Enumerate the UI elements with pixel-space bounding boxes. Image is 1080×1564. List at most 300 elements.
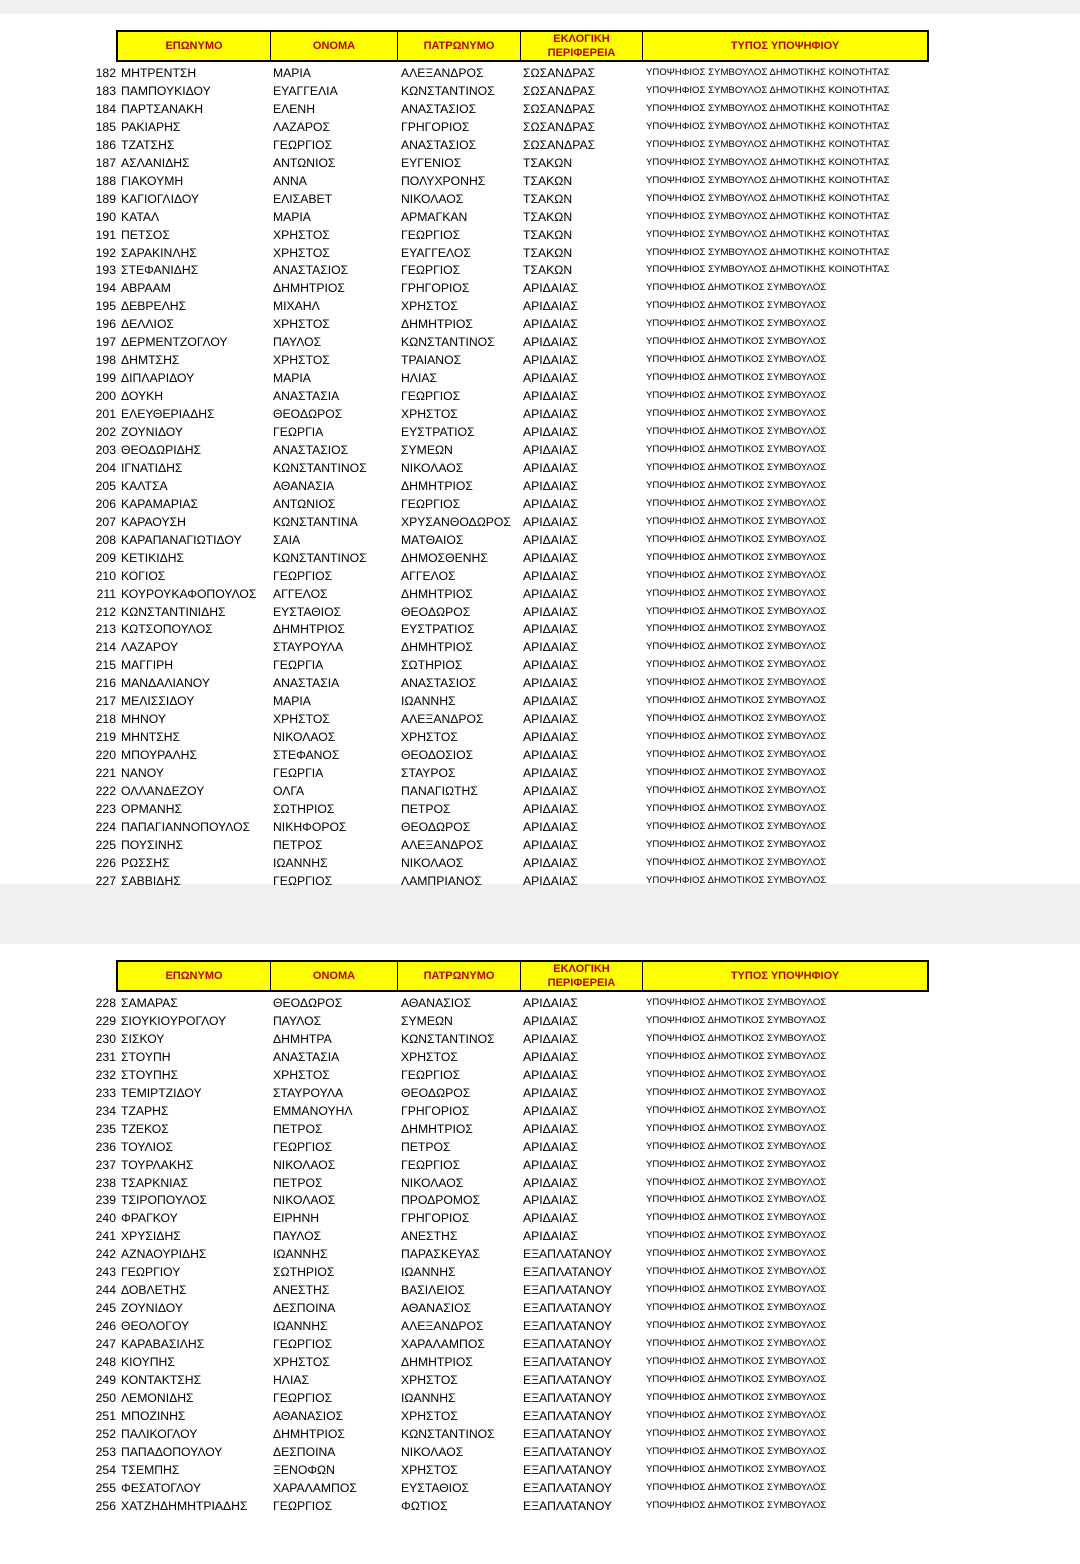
table-row	[0, 244, 1080, 262]
surname-cell: ΔΗΜΤΣΗΣ	[121, 353, 180, 368]
candidate-type-cell: ΥΠΟΨΗΦΙΟΣ ΔΗΜΟΤΙΚΟΣ ΣΥΜΒΟΥΛΟΣ	[646, 1356, 827, 1367]
candidate-type-cell: ΥΠΟΨΗΦΙΟΣ ΔΗΜΟΤΙΚΟΣ ΣΥΜΒΟΥΛΟΣ	[646, 820, 827, 832]
surname-cell: ΣΑΜΑΡΑΣ	[121, 996, 178, 1010]
surname-cell: ΓΕΩΡΓΙΟΥ	[121, 1265, 181, 1280]
row-number: 233	[95, 1085, 116, 1100]
surname-cell: ΚΑΡΑΟΥΣΗ	[121, 514, 186, 529]
table-row	[0, 1353, 1080, 1371]
surname-cell: ΣΤΟΥΠΗ	[121, 1049, 171, 1064]
row-number: 224	[95, 819, 116, 834]
name-cell: ΑΝΑΣΤΑΣΙΑ	[273, 389, 340, 404]
surname-cell: ΖΟΥΝΙΔΟΥ	[121, 425, 183, 439]
patronymic-cell: ΧΡΗΣΤΟΣ	[401, 730, 458, 745]
row-number: 235	[95, 1121, 116, 1136]
row-number: 218	[95, 712, 116, 727]
candidate-type-cell: ΥΠΟΨΗΦΙΟΣ ΣΥΜΒΟΥΛΟΣ ΔΗΜΟΤΙΚΗΣ ΚΟΙΝΟΤΗΤΑΣ	[646, 102, 890, 114]
patronymic-cell: ΓΕΩΡΓΙΟΣ	[401, 227, 461, 242]
name-cell: ΧΑΡΑΛΑΜΠΟΣ	[273, 1480, 357, 1495]
candidate-type-cell: ΥΠΟΨΗΦΙΟΣ ΔΗΜΟΤΙΚΟΣ ΣΥΜΒΟΥΛΟΣ	[646, 1032, 827, 1044]
candidate-type-cell: ΥΠΟΨΗΦΙΟΣ ΔΗΜΟΤΙΚΟΣ ΣΥΜΒΟΥΛΟΣ	[646, 605, 827, 617]
region-cell: ΑΡΙΔΑΙΑΣ	[523, 1175, 578, 1190]
candidate-type-cell: ΥΠΟΨΗΦΙΟΣ ΔΗΜΟΤΙΚΟΣ ΣΥΜΒΟΥΛΟΣ	[646, 300, 827, 312]
patronymic-cell: ΣΩΤΗΡΙΟΣ	[401, 658, 463, 673]
table-row	[0, 136, 1080, 154]
surname-cell: ΚΟΓΙΟΣ	[121, 568, 166, 583]
name-cell: ΚΩΝΣΤΑΝΤΙΝΑ	[273, 514, 358, 529]
name-cell: ΕΛΕΝΗ	[273, 101, 316, 116]
row-number: 207	[95, 514, 116, 529]
surname-cell: ΠΑΠΑΔΟΠΟΥΛΟΥ	[121, 1444, 223, 1459]
region-cell: ΑΡΙΔΑΙΑΣ	[523, 1193, 578, 1208]
row-number: 219	[95, 730, 116, 745]
table-row	[0, 226, 1080, 244]
candidate-type-cell: ΥΠΟΨΗΦΙΟΣ ΣΥΜΒΟΥΛΟΣ ΔΗΜΟΤΙΚΗΣ ΚΟΙΝΟΤΗΤΑΣ	[646, 67, 890, 78]
surname-cell: ΔΕΛΛΙΟΣ	[121, 317, 174, 332]
header-surname: ΕΠΩΝΥΜΟ	[118, 32, 271, 60]
surname-cell: ΤΕΜΙΡΤΖΙΔΟΥ	[121, 1085, 202, 1100]
name-cell: ΑΝΑΣΤΑΣΙΑ	[273, 1049, 340, 1064]
document-page-1	[0, 14, 1080, 888]
table-row	[0, 118, 1080, 136]
surname-cell: ΣΙΟΥΚΙΟΥΡΟΓΛΟΥ	[121, 1013, 227, 1028]
patronymic-cell: ΙΩΑΝΝΗΣ	[401, 694, 456, 709]
region-cell: ΕΞΑΠΛΑΤΑΝΟΥ	[523, 1319, 613, 1334]
candidate-type-cell: ΥΠΟΨΗΦΙΟΣ ΔΗΜΟΤΙΚΟΣ ΣΥΜΒΟΥΛΟΣ	[646, 408, 827, 420]
candidate-type-cell: ΥΠΟΨΗΦΙΟΣ ΔΗΜΟΤΙΚΟΣ ΣΥΜΒΟΥΛΟΣ	[646, 1409, 827, 1421]
table-header	[116, 30, 929, 62]
region-cell: ΕΞΑΠΛΑΤΑΝΟΥ	[523, 1444, 613, 1459]
candidate-type-cell: ΥΠΟΨΗΦΙΟΣ ΔΗΜΟΤΙΚΟΣ ΣΥΜΒΟΥΛΟΣ	[646, 659, 827, 671]
table-row	[0, 1299, 1080, 1317]
patronymic-cell: ΝΙΚΟΛΑΟΣ	[401, 1175, 464, 1190]
region-cell: ΑΡΙΔΑΙΑΣ	[523, 407, 578, 422]
region-cell: ΑΡΙΔΑΙΑΣ	[523, 586, 578, 601]
row-number: 245	[95, 1301, 116, 1316]
header-region-line2: ΠΕΡΙΦΕΡΕΙΑ	[547, 977, 616, 989]
candidate-type-cell: ΥΠΟΨΗΦΙΟΣ ΔΗΜΟΤΙΚΟΣ ΣΥΜΒΟΥΛΟΣ	[646, 354, 827, 366]
candidate-type-cell: ΥΠΟΨΗΦΙΟΣ ΔΗΜΟΤΙΚΟΣ ΣΥΜΒΟΥΛΟΣ	[646, 1391, 827, 1403]
patronymic-cell: ΠΟΛΥΧΡΟΝΗΣ	[401, 173, 486, 188]
candidate-type-cell: ΥΠΟΨΗΦΙΟΣ ΣΥΜΒΟΥΛΟΣ ΔΗΜΟΤΙΚΗΣ ΚΟΙΝΟΤΗΤΑΣ	[646, 264, 890, 276]
name-cell: ΓΕΩΡΓΙΑ	[273, 425, 324, 439]
candidate-type-cell: ΥΠΟΨΗΦΙΟΣ ΔΗΜΟΤΙΚΟΣ ΣΥΜΒΟΥΛΟΣ	[646, 533, 827, 545]
patronymic-cell: ΑΝΑΣΤΑΣΙΟΣ	[401, 101, 477, 116]
name-cell: ΔΗΜΗΤΡΙΟΣ	[273, 1426, 345, 1441]
surname-cell: ΔΕΒΡΕΛΗΣ	[121, 299, 187, 314]
region-cell: ΑΡΙΔΑΙΑΣ	[523, 532, 578, 547]
surname-cell: ΠΑΠΑΓΙΑΝΝΟΠΟΥΛΟΣ	[121, 819, 251, 834]
patronymic-cell: ΔΗΜΗΤΡΙΟΣ	[401, 478, 473, 493]
region-cell: ΤΣΑΚΩΝ	[523, 263, 573, 278]
row-number: 238	[95, 1175, 116, 1190]
patronymic-cell: ΣΥΜΕΩΝ	[401, 442, 453, 457]
name-cell: ΠΑΥΛΟΣ	[273, 335, 322, 350]
candidate-type-cell: ΥΠΟΨΗΦΙΟΣ ΔΗΜΟΤΙΚΟΣ ΣΥΜΒΟΥΛΟΣ	[646, 731, 827, 743]
name-cell: ΑΝΤΩΝΙΟΣ	[273, 496, 336, 511]
table-row	[0, 1012, 1080, 1030]
patronymic-cell: ΧΡΗΣΤΟΣ	[401, 1408, 458, 1423]
name-cell: ΕΜΜΑΝΟΥΗΛ	[273, 1103, 353, 1118]
region-cell: ΕΞΑΠΛΑΤΑΝΟΥ	[523, 1408, 613, 1423]
region-cell: ΑΡΙΔΑΙΑΣ	[523, 784, 578, 798]
region-cell: ΑΡΙΔΑΙΑΣ	[523, 317, 578, 332]
row-number: 244	[95, 1283, 116, 1298]
surname-cell: ΚΑΛΤΣΑ	[121, 478, 168, 493]
name-cell: ΕΛΙΣΑΒΕΤ	[273, 191, 333, 206]
row-number: 191	[95, 227, 116, 242]
row-number: 222	[95, 784, 116, 798]
surname-cell: ΚΑΡΑΜΑΡΙΑΣ	[121, 496, 199, 511]
candidate-type-cell: ΥΠΟΨΗΦΙΟΣ ΔΗΜΟΤΙΚΟΣ ΣΥΜΒΟΥΛΟΣ	[646, 390, 827, 402]
surname-cell: ΔΕΡΜΕΝΤΖΟΓΛΟΥ	[121, 335, 228, 350]
region-cell: ΑΡΙΔΑΙΑΣ	[523, 1103, 578, 1118]
row-number: 237	[95, 1157, 116, 1172]
candidate-type-cell: ΥΠΟΨΗΦΙΟΣ ΔΗΜΟΤΙΚΟΣ ΣΥΜΒΟΥΛΟΣ	[646, 587, 827, 599]
row-number: 242	[95, 1247, 116, 1262]
candidate-type-cell: ΥΠΟΨΗΦΙΟΣ ΔΗΜΟΤΙΚΟΣ ΣΥΜΒΟΥΛΟΣ	[646, 1230, 827, 1242]
patronymic-cell: ΔΗΜΗΤΡΙΟΣ	[401, 586, 473, 601]
candidate-type-cell: ΥΠΟΨΗΦΙΟΣ ΔΗΜΟΤΙΚΟΣ ΣΥΜΒΟΥΛΟΣ	[646, 1194, 827, 1206]
header-region-line1: ΕΚΛΟΓΙΚΗ	[553, 33, 610, 45]
candidate-type-cell: ΥΠΟΨΗΦΙΟΣ ΔΗΜΟΤΙΚΟΣ ΣΥΜΒΟΥΛΟΣ	[646, 479, 827, 491]
patronymic-cell: ΠΡΟΔΡΟΜΟΣ	[401, 1193, 481, 1208]
table-row	[0, 351, 1080, 369]
candidate-type-cell: ΥΠΟΨΗΦΙΟΣ ΔΗΜΟΤΙΚΟΣ ΣΥΜΒΟΥΛΟΣ	[646, 372, 827, 384]
name-cell: ΧΡΗΣΤΟΣ	[273, 1067, 330, 1082]
region-cell: ΑΡΙΔΑΙΑΣ	[523, 460, 578, 475]
patronymic-cell: ΧΡΥΣΑΝΘΟΔΩΡΟΣ	[401, 514, 511, 529]
table-row	[0, 172, 1080, 190]
candidate-type-cell: ΥΠΟΨΗΦΙΟΣ ΣΥΜΒΟΥΛΟΣ ΔΗΜΟΤΙΚΗΣ ΚΟΙΝΟΤΗΤΑΣ	[646, 84, 890, 96]
surname-cell: ΘΕΟΛΟΓΟΥ	[121, 1319, 190, 1334]
name-cell: ΧΡΗΣΤΟΣ	[273, 227, 330, 242]
row-number: 229	[95, 1013, 116, 1028]
surname-cell: ΚΕΤΙΚΙΔΗΣ	[121, 550, 185, 565]
patronymic-cell: ΓΕΩΡΓΙΟΣ	[401, 389, 461, 404]
surname-cell: ΚΙΟΥΠΗΣ	[121, 1355, 175, 1369]
region-cell: ΣΩΣΑΝΔΡΑΣ	[523, 101, 596, 116]
surname-cell: ΚΩΤΣΟΠΟΥΛΟΣ	[121, 622, 213, 637]
name-cell: ΓΕΩΡΓΙΟΣ	[273, 137, 333, 152]
patronymic-cell: ΔΗΜΗΤΡΙΟΣ	[401, 1355, 473, 1369]
row-number: 193	[95, 263, 116, 278]
patronymic-cell: ΓΕΩΡΓΙΟΣ	[401, 263, 461, 278]
patronymic-cell: ΠΕΤΡΟΣ	[401, 801, 451, 816]
surname-cell: ΚΑΡΑΒΑΣΙΛΗΣ	[121, 1337, 205, 1352]
patronymic-cell: ΑΘΑΝΑΣΙΟΣ	[401, 1301, 472, 1316]
candidate-type-cell: ΥΠΟΨΗΦΙΟΣ ΔΗΜΟΤΙΚΟΣ ΣΥΜΒΟΥΛΟΣ	[646, 802, 827, 814]
name-cell: ΛΑΖΑΡΟΣ	[273, 119, 330, 134]
row-number: 241	[95, 1229, 116, 1244]
patronymic-cell: ΕΥΣΤΡΑΤΙΟΣ	[401, 425, 475, 439]
name-cell: ΞΕΝΟΦΩΝ	[273, 1462, 335, 1477]
patronymic-cell: ΤΡΑΙΑΝΟΣ	[401, 353, 462, 368]
candidate-type-cell: ΥΠΟΨΗΦΙΟΣ ΔΗΜΟΤΙΚΟΣ ΣΥΜΒΟΥΛΟΣ	[646, 1427, 827, 1439]
row-number: 202	[95, 425, 116, 439]
candidate-type-cell: ΥΠΟΨΗΦΙΟΣ ΔΗΜΟΤΙΚΟΣ ΣΥΜΒΟΥΛΟΣ	[646, 749, 827, 761]
row-number: 225	[95, 837, 116, 852]
row-number: 236	[95, 1139, 116, 1154]
patronymic-cell: ΙΩΑΝΝΗΣ	[401, 1390, 456, 1405]
patronymic-cell: ΔΗΜΗΤΡΙΟΣ	[401, 640, 473, 655]
name-cell: ΑΝΑΣΤΑΣΙΑ	[273, 676, 340, 691]
region-cell: ΤΣΑΚΩΝ	[523, 227, 573, 242]
patronymic-cell: ΓΡΗΓΟΡΙΟΣ	[401, 119, 470, 134]
surname-cell: ΔΟΥΚΗ	[121, 389, 164, 404]
candidate-type-cell: ΥΠΟΨΗΦΙΟΣ ΔΗΜΟΤΙΚΟΣ ΣΥΜΒΟΥΛΟΣ	[646, 318, 827, 330]
patronymic-cell: ΧΡΗΣΤΟΣ	[401, 1049, 458, 1064]
name-cell: ΙΩΑΝΝΗΣ	[273, 855, 328, 870]
header-region	[521, 32, 643, 60]
row-number: 211	[96, 586, 116, 601]
table-row	[0, 1461, 1080, 1479]
patronymic-cell: ΝΙΚΟΛΑΟΣ	[401, 855, 464, 870]
name-cell: ΣΑΙΑ	[273, 532, 301, 547]
candidate-type-cell: ΥΠΟΨΗΦΙΟΣ ΔΗΜΟΤΙΚΟΣ ΣΥΜΒΟΥΛΟΣ	[646, 336, 827, 348]
patronymic-cell: ΧΡΗΣΤΟΣ	[401, 407, 458, 422]
name-cell: ΔΕΣΠΟΙΝΑ	[273, 1301, 336, 1316]
row-number: 255	[95, 1480, 116, 1495]
region-cell: ΤΣΑΚΩΝ	[523, 209, 573, 224]
candidate-type-cell: ΥΠΟΨΗΦΙΟΣ ΔΗΜΟΤΙΚΟΣ ΣΥΜΒΟΥΛΟΣ	[646, 443, 827, 455]
patronymic-cell: ΘΕΟΔΩΡΟΣ	[401, 1085, 471, 1100]
patronymic-cell: ΚΩΝΣΤΑΝΤΙΝΟΣ	[401, 83, 495, 98]
name-cell: ΚΩΝΣΤΑΝΤΙΝΟΣ	[273, 550, 367, 565]
row-number: 240	[95, 1211, 116, 1226]
table-row	[0, 1389, 1080, 1407]
table-row	[0, 154, 1080, 172]
row-number: 251	[95, 1408, 116, 1423]
row-number: 232	[95, 1067, 116, 1082]
name-cell: ΧΡΗΣΤΟΣ	[273, 317, 330, 332]
patronymic-cell: ΙΩΑΝΝΗΣ	[401, 1265, 456, 1280]
name-cell: ΠΕΤΡΟΣ	[273, 1175, 323, 1190]
table-row	[0, 208, 1080, 226]
row-number: 254	[95, 1462, 116, 1477]
region-cell: ΑΡΙΔΑΙΑΣ	[523, 353, 578, 368]
patronymic-cell: ΔΗΜΗΤΡΙΟΣ	[401, 317, 473, 332]
candidate-type-cell: ΥΠΟΨΗΦΙΟΣ ΔΗΜΟΤΙΚΟΣ ΣΥΜΒΟΥΛΟΣ	[646, 426, 827, 437]
table-row	[0, 1335, 1080, 1353]
table-row	[0, 1209, 1080, 1227]
table-row	[0, 567, 1080, 585]
surname-cell: ΠΑΜΠΟΥΚΙΔΟΥ	[121, 83, 211, 98]
region-cell: ΑΡΙΔΑΙΑΣ	[523, 1031, 578, 1046]
name-cell: ΘΕΟΔΩΡΟΣ	[273, 407, 343, 422]
candidate-type-cell: ΥΠΟΨΗΦΙΟΣ ΔΗΜΟΤΙΚΟΣ ΣΥΜΒΟΥΛΟΣ	[646, 569, 827, 581]
patronymic-cell: ΑΛΕΞΑΝΔΡΟΣ	[401, 1319, 484, 1334]
name-cell: ΓΕΩΡΓΙΟΣ	[273, 1337, 333, 1352]
surname-cell: ΚΑΤΑΛ	[121, 209, 160, 224]
patronymic-cell: ΧΑΡΑΛΑΜΠΟΣ	[401, 1337, 485, 1352]
patronymic-cell: ΛΑΜΠΡΙΑΝΟΣ	[401, 873, 482, 888]
surname-cell: ΜΑΝΔΑΛΙΑΝΟΥ	[121, 676, 211, 691]
row-number: 190	[95, 209, 116, 224]
header-region	[521, 962, 643, 990]
patronymic-cell: ΠΑΝΑΓΙΩΤΗΣ	[401, 784, 478, 798]
row-number: 186	[95, 137, 116, 152]
table-row	[0, 477, 1080, 495]
candidate-type-cell: ΥΠΟΨΗΦΙΟΣ ΔΗΜΟΤΙΚΟΣ ΣΥΜΒΟΥΛΟΣ	[646, 1212, 827, 1224]
surname-cell: ΤΟΥΛΙΟΣ	[121, 1139, 174, 1154]
patronymic-cell: ΧΡΗΣΤΟΣ	[401, 1372, 458, 1387]
row-number: 204	[95, 460, 116, 475]
candidate-type-cell: ΥΠΟΨΗΦΙΟΣ ΔΗΜΟΤΙΚΟΣ ΣΥΜΒΟΥΛΟΣ	[646, 767, 827, 779]
header-patronymic: ΠΑΤΡΩΝΥΜΟ	[398, 32, 521, 60]
surname-cell: ΦΡΑΓΚΟΥ	[121, 1211, 178, 1226]
surname-cell: ΜΗΝΟΥ	[121, 712, 166, 727]
candidate-type-cell: ΥΠΟΨΗΦΙΟΣ ΔΗΜΟΤΙΚΟΣ ΣΥΜΒΟΥΛΟΣ	[646, 1104, 827, 1116]
name-cell: ΕΙΡΗΝΗ	[273, 1211, 320, 1226]
table-row	[0, 1030, 1080, 1048]
surname-cell: ΟΡΜΑΝΗΣ	[121, 801, 183, 816]
surname-cell: ΚΟΥΡΟΥΚΑΦΟΠΟΥΛΟΣ	[121, 586, 257, 601]
patronymic-cell: ΑΡΜΑΓΚΑΝ	[401, 209, 468, 224]
surname-cell: ΤΟΥΡΛΑΚΗΣ	[121, 1157, 194, 1172]
candidate-type-cell: ΥΠΟΨΗΦΙΟΣ ΔΗΜΟΤΙΚΟΣ ΣΥΜΒΟΥΛΟΣ	[646, 1248, 827, 1260]
surname-cell: ΑΖΝΑΟΥΡΙΔΗΣ	[121, 1247, 207, 1262]
row-number: 212	[95, 604, 116, 619]
name-cell: ΟΛΓΑ	[273, 784, 305, 798]
surname-cell: ΚΟΝΤΑΚΤΣΗΣ	[121, 1372, 202, 1387]
name-cell: ΜΑΡΙΑ	[273, 694, 311, 709]
table-row	[0, 1479, 1080, 1497]
region-cell: ΕΞΑΠΛΑΤΑΝΟΥ	[523, 1498, 613, 1513]
candidate-type-cell: ΥΠΟΨΗΦΙΟΣ ΔΗΜΟΤΙΚΟΣ ΣΥΜΒΟΥΛΟΣ	[646, 1338, 827, 1350]
patronymic-cell: ΣΥΜΕΩΝ	[401, 1013, 453, 1028]
region-cell: ΑΡΙΔΑΙΑΣ	[523, 622, 578, 637]
patronymic-cell: ΑΝΕΣΤΗΣ	[401, 1229, 458, 1244]
surname-cell: ΑΣΛΑΝΙΔΗΣ	[121, 155, 190, 170]
region-cell: ΑΡΙΔΑΙΑΣ	[523, 514, 578, 529]
region-cell: ΑΡΙΔΑΙΑΣ	[523, 1067, 578, 1082]
table-row	[0, 1371, 1080, 1389]
candidate-type-cell: ΥΠΟΨΗΦΙΟΣ ΔΗΜΟΤΙΚΟΣ ΣΥΜΒΟΥΛΟΣ	[646, 1122, 827, 1134]
region-cell: ΑΡΙΔΑΙΑΣ	[523, 568, 578, 583]
name-cell: ΑΝΝΑ	[273, 173, 307, 188]
candidate-type-cell: ΥΠΟΨΗΦΙΟΣ ΔΗΜΟΤΙΚΟΣ ΣΥΜΒΟΥΛΟΣ	[646, 1445, 827, 1457]
table-row	[0, 315, 1080, 333]
candidate-type-cell: ΥΠΟΨΗΦΙΟΣ ΔΗΜΟΤΙΚΟΣ ΣΥΜΒΟΥΛΟΣ	[646, 838, 827, 850]
candidate-type-cell: ΥΠΟΨΗΦΙΟΣ ΔΗΜΟΤΙΚΟΣ ΣΥΜΒΟΥΛΟΣ	[646, 1302, 827, 1314]
candidate-type-cell: ΥΠΟΨΗΦΙΟΣ ΔΗΜΟΤΙΚΟΣ ΣΥΜΒΟΥΛΟΣ	[646, 1086, 827, 1098]
surname-cell: ΑΒΡΑΑΜ	[121, 281, 171, 296]
surname-cell: ΠΑΛΙΚΟΓΛΟΥ	[121, 1426, 198, 1441]
surname-cell: ΧΡΥΣΙΔΗΣ	[121, 1229, 181, 1244]
region-cell: ΑΡΙΔΑΙΑΣ	[523, 658, 578, 673]
row-number: 250	[95, 1390, 116, 1405]
name-cell: ΑΘΑΝΑΣΙΟΣ	[273, 1408, 344, 1423]
candidate-type-cell: ΥΠΟΨΗΦΙΟΣ ΣΥΜΒΟΥΛΟΣ ΔΗΜΟΤΙΚΗΣ ΚΟΙΝΟΤΗΤΑΣ	[646, 228, 890, 240]
surname-cell: ΣΙΣΚΟΥ	[121, 1031, 165, 1046]
candidate-type-cell: ΥΠΟΨΗΦΙΟΣ ΣΥΜΒΟΥΛΟΣ ΔΗΜΟΤΙΚΗΣ ΚΟΙΝΟΤΗΤΑΣ	[646, 210, 890, 222]
row-number: 197	[95, 335, 116, 350]
patronymic-cell: ΚΩΝΣΤΑΝΤΙΝΟΣ	[401, 335, 495, 350]
candidate-type-cell: ΥΠΟΨΗΦΙΟΣ ΔΗΜΟΤΙΚΟΣ ΣΥΜΒΟΥΛΟΣ	[646, 1373, 827, 1385]
region-cell: ΑΡΙΔΑΙΑΣ	[523, 1013, 578, 1028]
table-row	[0, 1174, 1080, 1192]
name-cell: ΣΤΑΥΡΟΥΛΑ	[273, 1085, 344, 1100]
patronymic-cell: ΓΕΩΡΓΙΟΣ	[401, 496, 461, 511]
table-row	[0, 782, 1080, 800]
name-cell: ΓΕΩΡΓΙΟΣ	[273, 568, 333, 583]
table-row	[0, 423, 1080, 441]
table-row	[0, 297, 1080, 315]
patronymic-cell: ΗΛΙΑΣ	[401, 371, 437, 386]
region-cell: ΑΡΙΔΑΙΑΣ	[523, 550, 578, 565]
row-number: 243	[95, 1265, 116, 1280]
row-number: 256	[95, 1498, 116, 1513]
candidate-type-cell: ΥΠΟΨΗΦΙΟΣ ΔΗΜΟΤΙΚΟΣ ΣΥΜΒΟΥΛΟΣ	[646, 1320, 827, 1332]
table-row	[0, 818, 1080, 836]
region-cell: ΑΡΙΔΑΙΑΣ	[523, 801, 578, 816]
surname-cell: ΣΤΕΦΑΝΙΔΗΣ	[121, 263, 199, 278]
table-row	[0, 638, 1080, 656]
region-cell: ΕΞΑΠΛΑΤΑΝΟΥ	[523, 1265, 613, 1280]
region-cell: ΑΡΙΔΑΙΑΣ	[523, 640, 578, 655]
name-cell: ΣΩΤΗΡΙΟΣ	[273, 1265, 335, 1280]
candidate-type-cell: ΥΠΟΨΗΦΙΟΣ ΔΗΜΟΤΙΚΟΣ ΣΥΜΒΟΥΛΟΣ	[646, 695, 827, 707]
name-cell: ΑΝΤΩΝΙΟΣ	[273, 155, 336, 170]
row-number: 195	[95, 299, 116, 314]
table-header	[116, 960, 929, 992]
patronymic-cell: ΚΩΝΣΤΑΝΤΙΝΟΣ	[401, 1031, 495, 1046]
table-row	[0, 1317, 1080, 1335]
patronymic-cell: ΑΝΑΣΤΑΣΙΟΣ	[401, 137, 477, 152]
patronymic-cell: ΕΥΑΓΓΕΛΟΣ	[401, 245, 471, 260]
patronymic-cell: ΘΕΟΔΟΣΙΟΣ	[401, 748, 474, 763]
candidate-type-cell: ΥΠΟΨΗΦΙΟΣ ΣΥΜΒΟΥΛΟΣ ΔΗΜΟΤΙΚΗΣ ΚΟΙΝΟΤΗΤΑΣ	[646, 246, 890, 258]
region-cell: ΑΡΙΔΑΙΑΣ	[523, 873, 578, 888]
region-cell: ΕΞΑΠΛΑΤΑΝΟΥ	[523, 1426, 613, 1441]
row-number: 253	[95, 1444, 116, 1459]
region-cell: ΑΡΙΔΑΙΑΣ	[523, 389, 578, 404]
name-cell: ΧΡΗΣΤΟΣ	[273, 1355, 330, 1369]
row-number: 216	[95, 676, 116, 691]
candidate-type-cell: ΥΠΟΨΗΦΙΟΣ ΔΗΜΟΤΙΚΟΣ ΣΥΜΒΟΥΛΟΣ	[646, 1284, 827, 1296]
region-cell: ΑΡΙΔΑΙΑΣ	[523, 819, 578, 834]
row-number: 189	[95, 191, 116, 206]
surname-cell: ΠΑΡΤΣΑΝΑΚΗ	[121, 101, 204, 116]
surname-cell: ΜΗΤΡΕΝΤΣΗ	[121, 66, 197, 80]
candidate-type-cell: ΥΠΟΨΗΦΙΟΣ ΣΥΜΒΟΥΛΟΣ ΔΗΜΟΤΙΚΗΣ ΚΟΙΝΟΤΗΤΑΣ	[646, 138, 890, 150]
candidate-type-cell: ΥΠΟΨΗΦΙΟΣ ΔΗΜΟΤΙΚΟΣ ΣΥΜΒΟΥΛΟΣ	[646, 1463, 827, 1475]
table-row	[0, 1138, 1080, 1156]
table-row	[0, 459, 1080, 477]
header-region-line2: ΠΕΡΙΦΕΡΕΙΑ	[547, 47, 616, 59]
name-cell: ΘΕΟΔΩΡΟΣ	[273, 996, 343, 1010]
candidate-type-cell: ΥΠΟΨΗΦΙΟΣ ΔΗΜΟΤΙΚΟΣ ΣΥΜΒΟΥΛΟΣ	[646, 641, 827, 653]
candidate-type-cell: ΥΠΟΨΗΦΙΟΣ ΔΗΜΟΤΙΚΟΣ ΣΥΜΒΟΥΛΟΣ	[646, 1266, 827, 1278]
table-row	[0, 369, 1080, 387]
table-row	[0, 1281, 1080, 1299]
surname-cell: ΛΕΜΟΝΙΔΗΣ	[121, 1390, 194, 1405]
region-cell: ΑΡΙΔΑΙΑΣ	[523, 730, 578, 745]
region-cell: ΕΞΑΠΛΑΤΑΝΟΥ	[523, 1247, 613, 1262]
surname-cell: ΡΑΚΙΑΡΗΣ	[121, 119, 181, 134]
row-number: 228	[95, 996, 116, 1010]
surname-cell: ΚΑΓΙΟΓΛΙΔΟΥ	[121, 191, 200, 206]
row-number: 200	[95, 389, 116, 404]
table-row	[0, 656, 1080, 674]
patronymic-cell: ΑΓΓΕΛΟΣ	[401, 568, 456, 583]
surname-cell: ΣΑΡΑΚΙΝΛΗΣ	[121, 245, 197, 260]
name-cell: ΓΕΩΡΓΙΟΣ	[273, 1498, 333, 1513]
region-cell: ΑΡΙΔΑΙΑΣ	[523, 1049, 578, 1064]
table-row	[0, 100, 1080, 118]
table-row	[0, 405, 1080, 423]
patronymic-cell: ΓΡΗΓΟΡΙΟΣ	[401, 1103, 470, 1118]
